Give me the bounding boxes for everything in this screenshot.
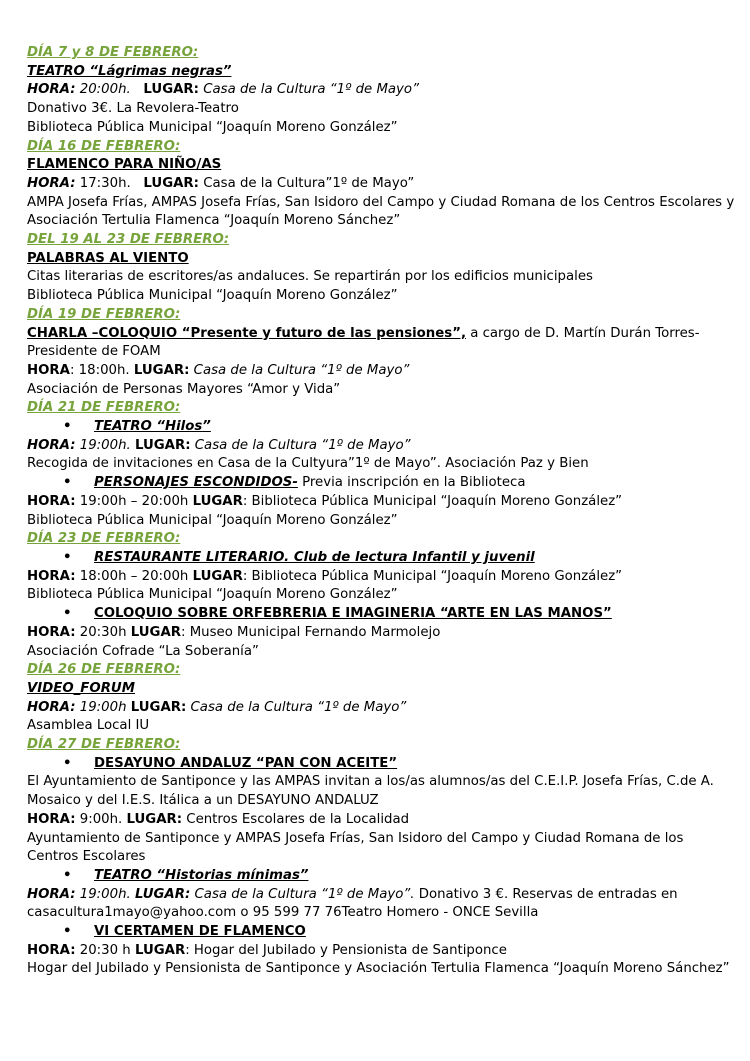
event-title-rest: a cargo de D. Martín Durán Torres-Presidente de FOAM <box>27 325 700 360</box>
hora-value: 19:00h – 20:00h <box>75 493 193 509</box>
event-time-place <box>27 942 739 961</box>
event-time-place <box>27 886 739 923</box>
event-program-document <box>27 44 739 979</box>
event-organizer: Biblioteca Pública Municipal “Joaquín Moreno González” <box>27 288 398 304</box>
lugar-label: LUGAR <box>134 942 186 958</box>
event-item-title: • TEATRO “Historias mínimas” <box>27 867 739 886</box>
event-title: CHARLA –COLOQUIO “Presente y futuro de las pensiones”, <box>27 325 466 341</box>
lugar-value: Casa de la Cultura”1º de Mayo” <box>198 175 415 191</box>
event-organizer: Asociación Cofrade “La Soberanía” <box>27 643 259 659</box>
hora-label: HORA: <box>27 493 76 509</box>
event-title: FLAMENCO PARA NIÑO/AS <box>27 157 222 173</box>
lugar-value: : Biblioteca Pública Municipal “Joaquín Moreno González” <box>242 493 623 509</box>
event-date: DÍA 26 DE FEBRERO: <box>27 662 181 678</box>
event-time-place <box>27 624 739 643</box>
event-time-place <box>27 175 739 194</box>
hora-label: HORA: <box>27 624 76 640</box>
event-date: DÍA 7 y 8 DE FEBRERO: <box>27 45 199 60</box>
event-organizer: Biblioteca Pública Municipal “Joaquín Moreno González” <box>27 119 398 135</box>
hora-label: HORA: <box>27 811 76 827</box>
event-organizer: Ayuntamiento de Santiponce y AMPAS Josefa Frías, San Isidoro del Campo y Ciudad Romana de los Centros Escolares <box>27 830 684 865</box>
hora-label: HORA: <box>27 942 76 958</box>
event-date: DEL 19 AL 23 DE FEBRERO: <box>27 232 230 248</box>
event-info: El Ayuntamiento de Santiponce y las AMPAS invitan a los/as alumnos/as del C.E.I.P. Josefa Frías, C.de A. Mosaico y del I.E.S. Itálica a un DESAYUNO ANDALUZ <box>27 774 714 809</box>
event-item-title: • TEATRO “Hilos” <box>27 418 739 437</box>
event-date: DÍA 19 DE FEBRERO: <box>27 306 181 322</box>
event-item-title: • RESTAURANTE LITERARIO. Club de lectura Infantil y juvenil <box>27 549 739 568</box>
event-organizer: AMPA Josefa Frías, AMPAS Josefa Frías, San Isidoro del Campo y Ciudad Romana de los Centros Escolares y Asociación Tertulia Flamenca “Joaquín Moreno Sánchez” <box>27 194 735 229</box>
event-item-title: PERSONAJES ESCONDIDOS- <box>94 475 298 491</box>
lugar-label: LUGAR: <box>126 811 183 827</box>
event-date: DÍA 27 DE FEBRERO: <box>27 737 181 753</box>
event-item-title: • COLOQUIO SOBRE ORFEBRERIA E IMAGINERIA “ARTE EN LAS MANOS” <box>27 605 739 624</box>
event-item-rest: Previa inscripción en la Biblioteca <box>297 475 526 491</box>
event-title-line <box>27 325 739 362</box>
event-item-rest: Donativo 3 €. Reservas de entradas en casacultura1mayo@yahoo.com o 95 599 77 76Teatro Homero - ONCE Sevilla <box>27 886 678 921</box>
hora-value: 20:30 h <box>75 942 135 958</box>
lugar-value: Casa de la Cultura “1º de Mayo”. <box>190 886 415 902</box>
lugar-value: Centros Escolares de la Localidad <box>182 811 410 827</box>
lugar-label: LUGAR <box>130 624 181 640</box>
hora-label: HORA <box>27 362 70 378</box>
lugar-label: LUGAR <box>192 568 243 584</box>
lugar-value: Casa de la Cultura “1º de Mayo” <box>189 362 410 378</box>
hora-value: 20:30h <box>75 624 131 640</box>
event-title: TEATRO “Lágrimas negras” <box>27 63 232 79</box>
event-organizer: Asamblea Local IU <box>27 718 150 734</box>
event-item-title: • DESAYUNO ANDALUZ “PAN CON ACEITE” <box>27 755 739 774</box>
hora-value: 17:30h. <box>75 175 131 191</box>
lugar-label: LUGAR: <box>143 175 199 191</box>
lugar-value: Casa de la Cultura “1º de Mayo” <box>186 699 407 715</box>
hora-label: HORA: <box>27 886 76 902</box>
event-time-place <box>27 362 739 381</box>
hora-value: : 18:00h. <box>69 362 134 378</box>
event-date: DÍA 23 DE FEBRERO: <box>27 531 181 547</box>
event-date: DÍA 21 DE FEBRERO: <box>27 400 181 416</box>
lugar-label: LUGAR: <box>134 437 191 453</box>
event-time-place <box>27 437 739 456</box>
lugar-value: Casa de la Cultura “1º de Mayo” <box>190 437 411 453</box>
hora-value: 19:00h. <box>75 437 135 453</box>
hora-value: 18:00h – 20:00h <box>75 568 193 584</box>
event-time-place <box>27 811 739 830</box>
event-info: Recogida de invitaciones en Casa de la Cultyura”1º de Mayo”. Asociación Paz y Bien <box>27 456 589 472</box>
event-time-place <box>27 81 739 100</box>
lugar-value: Casa de la Cultura “1º de Mayo” <box>198 82 419 98</box>
lugar-value: : Biblioteca Pública Municipal “Joaquín Moreno González” <box>242 568 623 584</box>
lugar-label: LUGAR <box>192 493 243 509</box>
event-time-place <box>27 568 739 587</box>
event-organizer: Biblioteca Pública Municipal “Joaquín Moreno González” <box>27 587 398 603</box>
event-organizer: Asociación de Personas Mayores “Amor y Vida” <box>27 381 341 397</box>
hora-label: HORA: <box>27 82 76 98</box>
event-info: Donativo 3€. La Revolera-Teatro <box>27 101 239 117</box>
lugar-label: LUGAR: <box>134 886 191 902</box>
lugar-value: : Museo Municipal Fernando Marmolejo <box>180 624 441 640</box>
lugar-label: LUGAR: <box>143 82 199 98</box>
event-title: PALABRAS AL VIENTO <box>27 250 189 266</box>
hora-label: HORA: <box>27 175 76 191</box>
hora-value: 20:00h. <box>75 82 131 98</box>
event-time-place <box>27 699 739 718</box>
event-title: VIDEO_FORUM <box>27 680 135 696</box>
lugar-value: : Hogar del Jubilado y Pensionista de Santiponce <box>185 942 507 958</box>
hora-value: 19:00h <box>75 699 131 715</box>
event-info: Citas literarias de escritores/as andaluces. Se repartirán por los edificios municipales <box>27 269 593 285</box>
event-date: DÍA 16 DE FEBRERO: <box>27 138 181 154</box>
event-organizer: Hogar del Jubilado y Pensionista de Santiponce y Asociación Tertulia Flamenca “Joaquín Moreno Sánchez” <box>27 961 730 977</box>
lugar-label: LUGAR: <box>130 699 187 715</box>
event-time-place <box>27 493 739 512</box>
hora-value: 19:00h. <box>75 886 135 902</box>
hora-value: 9:00h. <box>75 811 127 827</box>
event-item-title: • VI CERTAMEN DE FLAMENCO <box>27 923 739 942</box>
lugar-label: LUGAR: <box>133 362 190 378</box>
hora-label: HORA: <box>27 437 76 453</box>
hora-label: HORA: <box>27 699 76 715</box>
event-item-title-line <box>27 474 739 493</box>
hora-label: HORA: <box>27 568 76 584</box>
event-organizer: Biblioteca Pública Municipal “Joaquín Moreno González” <box>27 512 398 528</box>
